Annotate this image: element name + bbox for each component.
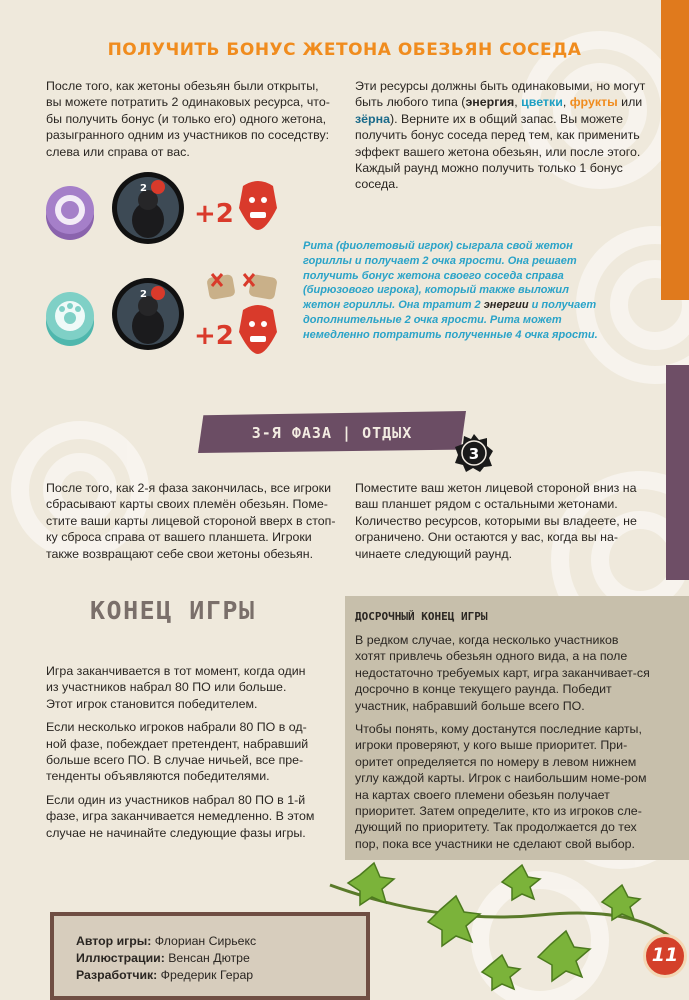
credits [76, 933, 256, 984]
rage-bonus-value: +2 [194, 199, 234, 229]
purple-player-token-icon [46, 186, 94, 240]
early-end-paragraph: В редком случае, когда несколько участников хотят привлечь обезьян одного вида, а на поле недостаточно требуемых карт, игра заканчивает-ся досрочно в конце текущего раунда. Победит участник, набравший больше всего ПО. [355, 633, 650, 713]
credits-developer-label: Разработчик: [76, 968, 158, 982]
side-tab-purple [666, 365, 689, 580]
rage-gorilla-head-icon [239, 305, 277, 354]
game-end-body [46, 663, 316, 848]
energy-resource-spent-icon [206, 274, 235, 300]
game-end-title: КОНЕЦ ИГРЫ [90, 596, 256, 625]
gorilla-monkey-token-icon [112, 278, 184, 350]
phase3-left-text: После того, как 2-я фаза закончилась, все игроки сбрасывают карты своих племён обезьян. Поме-стите ваши карты лицевой стороной вверх в стоп-ку сброса справа от вашего планшета. Игроки также возвращают себе свои жетоны обезьян. [46, 481, 336, 561]
page-number: 11 [651, 944, 679, 966]
resource-separator: , [514, 95, 522, 110]
phase-3-badge-icon [454, 433, 494, 473]
phase3-right-paragraph [355, 480, 650, 569]
rage-bonus-value: +2 [194, 321, 234, 351]
credits-developer-name: Фредерик Герар [157, 968, 254, 982]
phase3-right-text: Поместите ваш жетон лицевой стороной вниз на ваш планшет рядом с остальными жетонами. Количество ресурсов, которыми вы владеете, не ограничено. Они остаются у вас, когда вы на-чинаете следующий раунд. [355, 481, 637, 561]
teal-player-token-icon [46, 292, 94, 346]
ivy-leaves-decoration [320, 855, 689, 1000]
example-2-illustration [44, 268, 294, 363]
example-note-text: Рита (фиолетовый игрок) сыграла свой жетон гориллы и получает 2 очка ярости. Она решает получить бонус жетона своего соседа справа (бирюзового игрока), который также выложил жетон гориллы. Она тратит 2 [303, 240, 577, 312]
bonus-right-paragraph [355, 78, 650, 200]
gorilla-token-number: 2 [140, 289, 147, 300]
example-note [303, 239, 603, 343]
bonus-left-text: После того, как жетоны обезьян были открыты, вы можете потратить 2 одинаковых ресурса, что-бы получить бонус (и только его) одного жетона, разыгранного одним из участников по соседству: слева или справа от вас. [46, 79, 330, 159]
gorilla-token-number: 2 [140, 183, 147, 194]
early-end-title: ДОСРОЧНЫЙ КОНЕЦ ИГРЫ [355, 610, 488, 623]
game-end-paragraph: Если несколько игроков набрали 80 ПО в од-ной фазе, побеждает претендент, набравший больше всего ПО. В случае ничьей, все пре-тенденты объявляются победителями. [46, 720, 309, 784]
resources-intro-text: Эти ресурсы должны быть одинаковыми, но могут быть любого типа ( [355, 79, 646, 110]
bonus-left-paragraph [46, 78, 336, 167]
gorilla-monkey-token-icon [112, 172, 184, 244]
example-1-illustration [44, 172, 294, 252]
credits-author [76, 933, 256, 950]
resources-rest-text: ). Верните их в общий запас. Вы можете получить бонус соседа перед тем, как применить эффект вашего жетона обезьян, или после этого. Каждый раунд можно получить только 1 бонус соседа. [355, 111, 641, 192]
early-end-paragraph: Чтобы понять, кому достанутся последние карты, игроки проверяют, у кого выше приоритет. При-оритет определяется по номеру в левом нижнем углу каждой карты. Игрок с наибольшим номе-ром на картах своего племени обезьян получает приоритет. Затем определите, кто из игроков сле-дующий по приоритету. Так продолжается до тех пор, пока все участники не сделают свой выбор. [355, 722, 647, 851]
phase3-left-paragraph [46, 480, 336, 569]
resource-energy-label: энергия [465, 95, 515, 110]
resource-fruits-label: фрукты [569, 95, 618, 110]
credits-illustrations-label: Иллюстрации: [76, 951, 165, 965]
rage-gorilla-head-icon [239, 181, 277, 230]
credits-developer [76, 967, 256, 984]
credits-illustrations-name: Венсан Дютре [164, 951, 250, 965]
phase3-title: 3-Я ФАЗА | ОТДЫХ [251, 424, 413, 442]
example-note-text: и получает дополнительные 2 очка ярости. Рита может немедленно потратить полученные 4 очка ярости. [303, 299, 598, 341]
game-end-paragraph: Игра заканчивается в тот момент, когда один из участников набрал 80 ПО или больше. Этот игрок становится победителем. [46, 664, 306, 711]
credits-author-name: Флориан Сирьекс [151, 934, 257, 948]
game-end-paragraph: Если один из участников набрал 80 ПО в 1-й фазе, игра заканчивается немедленно. В этом случае не начинайте следующие фазы игры. [46, 792, 315, 840]
resource-flowers-label: цветки [521, 95, 563, 110]
example-note-energy: энергии [483, 299, 529, 312]
energy-resource-spent-icon [244, 274, 278, 300]
early-end-body [355, 632, 650, 859]
credits-illustrations [76, 950, 256, 967]
phase-3-badge-number: 3 [468, 445, 480, 463]
resource-separator: или [617, 95, 643, 110]
bonus-section-title: ПОЛУЧИТЬ БОНУС ЖЕТОНА ОБЕЗЬЯН СОСЕДА [107, 40, 582, 60]
credits-author-label: Автор игры: [76, 934, 152, 948]
resource-separator: , [562, 95, 570, 110]
resource-grains-label: зёрна [355, 111, 390, 126]
